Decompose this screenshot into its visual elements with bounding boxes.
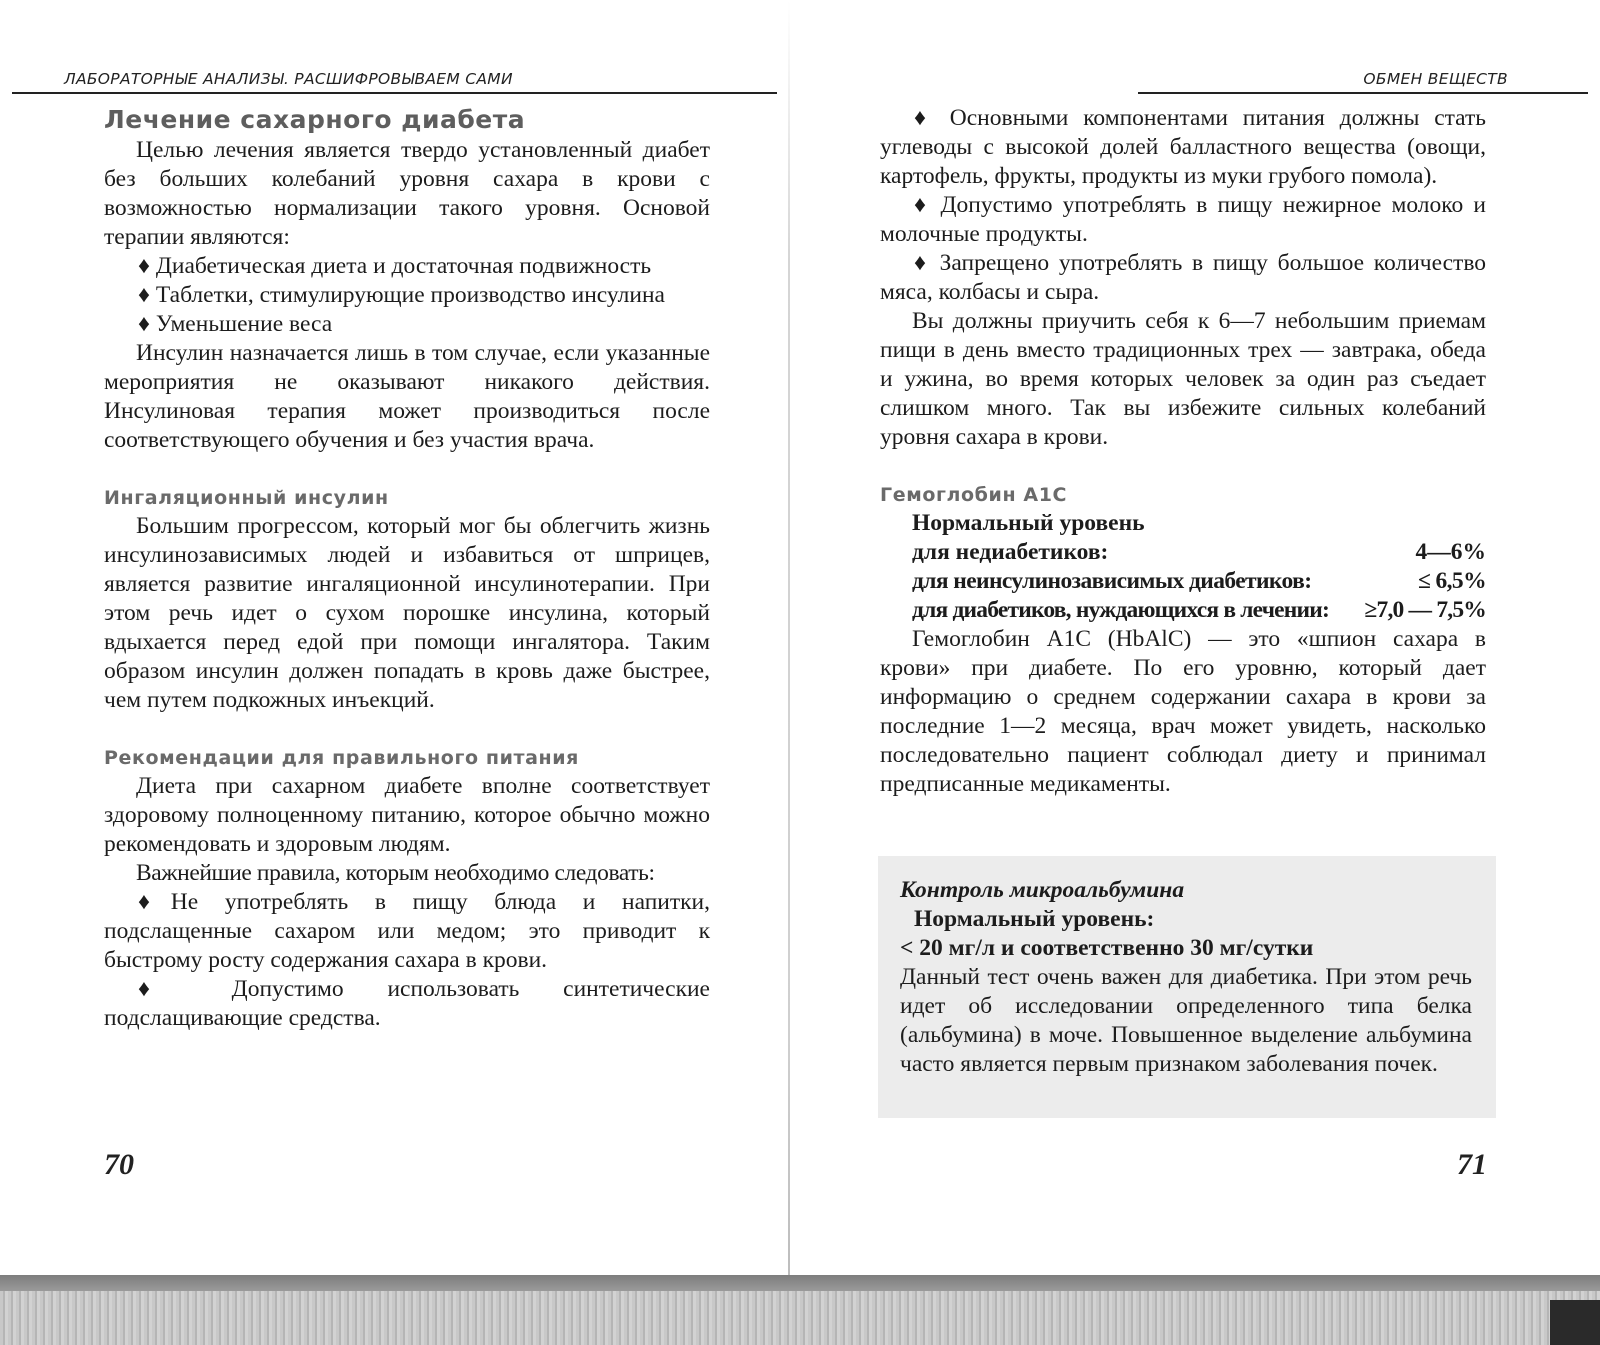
inhaled-insulin-heading: Ингаляционный инсулин	[104, 487, 389, 509]
running-head-left: ЛАБОРАТОРНЫЕ АНАЛИЗЫ. РАСШИФРОВЫВАЕМ САМИ	[12, 68, 777, 94]
norm-label: для диабетиков, нуждающихся в лечении:	[912, 597, 1330, 623]
norm-value: 4—6%	[1415, 539, 1486, 565]
bullet-item: ♦ Уменьшение веса	[138, 311, 333, 337]
norm-value: ≤ 6,5%	[1417, 568, 1486, 594]
section-title: Лечение сахарного диабета	[104, 105, 526, 134]
box-normal-label: Нормальный уровень:	[914, 906, 1155, 932]
book-bottom-edge	[0, 1275, 1600, 1345]
rule-item: ♦ Допустимо употреблять в пищу нежирное молоко и молочные продукты.	[880, 192, 1486, 247]
norm-row	[880, 567, 1486, 596]
left-page-column	[104, 104, 710, 1033]
box-title: Контроль микроальбумина	[900, 877, 1185, 903]
hba1c-heading: Гемоглобин А1С	[880, 484, 1068, 506]
rule-item: ♦ Допустимо использовать синтетические подслащивающие средства.	[104, 976, 710, 1031]
norm-row	[880, 538, 1486, 567]
nutrition-heading: Рекомендации для правильного питания	[104, 747, 579, 769]
meals-paragraph: Вы должны приучить себя к 6—7 небольшим приемам пищи в день вместо традиционных трех — завтрака, обеда и ужина, во время которых человек за один раз съедает слишком много. Так вы избежите сильных колебаний уровня сахара в крови.	[880, 308, 1486, 450]
page-number-right: 71	[1457, 1148, 1487, 1181]
nutrition-paragraph: Диета при сахарном диабете вполне соответствует здоровому полноценному питанию, которое обычно можно рекомендовать и здоровым людям.	[104, 773, 710, 857]
rule-item: ♦ Запрещено употреблять в пищу большое количество мяса, колбасы и сыра.	[880, 250, 1486, 305]
rule-item: ♦Не употреблять в пищу блюда и напитки, подслащенные сахаром или медом; это приводит к быстрому росту содержания сахара в крови.	[104, 889, 710, 973]
norm-label: для неинсулинозависимых диабетиков:	[912, 568, 1312, 594]
book-gutter	[788, 0, 790, 1300]
hba1c-paragraph: Гемоглобин А1С (HbAlC) — это «шпион сахара в крови» при диабете. По его уровню, который дает информацию о среднем содержании сахара в крови за последние 1—2 месяца, врач может увидеть, насколько последовательно пациент соблюдал диету и принимал предписанные медикаменты.	[880, 626, 1486, 797]
box-normal-value: < 20 мг/л и соответственно 30 мг/сутки	[900, 935, 1314, 961]
norm-row	[880, 596, 1486, 625]
box-text: Данный тест очень важен для диабетика. При этом речь идет об исследовании определенного типа белка (альбумина) в моче. Повышенное выделение альбумина часто является первым признаком заболевания почек.	[900, 964, 1472, 1077]
microalbumin-box	[878, 856, 1496, 1118]
bullet-item: ♦ Таблетки, стимулирующие производство инсулина	[138, 282, 665, 308]
page-number-left: 70	[104, 1148, 134, 1181]
rules-intro: Важнейшие правила, которым необходимо следовать:	[136, 860, 655, 886]
intro-paragraph: Целью лечения является твердо установленный диабет без больших колебаний уровня сахара в крови с возможностью нормализации такого уровня. Основой терапии являются:	[104, 137, 710, 250]
norm-label: для недиабетиков:	[912, 539, 1109, 565]
running-head-right: ОБМЕН ВЕЩЕСТВ	[1138, 68, 1588, 94]
insulin-paragraph: Инсулин назначается лишь в том случае, если указанные мероприятия не оказывают никакого действия. Инсулиновая терапия может производиться после соответствующего обучения и без участия врача.	[104, 340, 710, 453]
norm-value: ≥7,0 — 7,5%	[1364, 597, 1486, 623]
rule-item: ♦ Основными компонентами питания должны стать углеводы с высокой долей балластного вещества (овощи, картофель, фрукты, продукты из муки грубого помола).	[880, 105, 1486, 189]
book-corner	[1550, 1300, 1600, 1345]
bullet-item: ♦ Диабетическая диета и достаточная подвижность	[138, 253, 652, 279]
inhaled-insulin-paragraph: Большим прогрессом, который мог бы облегчить жизнь инсулинозависимых людей и избавиться от шприцев, является развитие ингаляционной инсулинотерапии. При этом речь идет о сухом порошке инсулина, который вдыхается перед едой при помощи ингалятора. Таким образом инсулин должен попадать в кровь даже быстрее, чем путем подкожных инъекций.	[104, 513, 710, 713]
normal-level-label: Нормальный уровень	[912, 510, 1145, 536]
right-page-column	[880, 104, 1486, 799]
